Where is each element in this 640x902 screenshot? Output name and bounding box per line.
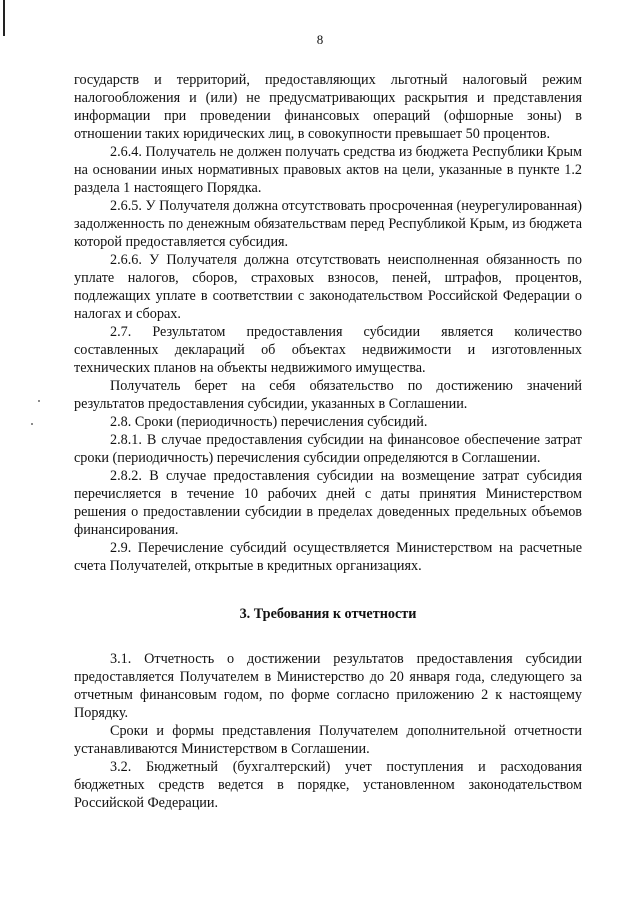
- paragraph: Сроки и формы представления Получателем дополнительной отчетности устанавливаются Министерством в Соглашении.: [74, 723, 582, 757]
- scan-speck: [31, 423, 33, 425]
- paragraph: Получатель берет на себя обязательство по достижению значений результатов предоставления субсидии, указанных в Соглашении.: [74, 378, 582, 412]
- scan-speck: [38, 400, 40, 402]
- paragraph: 2.9. Перечисление субсидий осуществляется Министерством на расчетные счета Получателей, открытые в кредитных организациях.: [74, 540, 582, 574]
- paragraph: 2.8.1. В случае предоставления субсидии на финансовое обеспечение затрат сроки (периодичность) перечисления субсидии определяются в Соглашении.: [74, 432, 582, 466]
- paragraph: 2.6.6. У Получателя должна отсутствовать неисполненная обязанность по уплате налогов, сборов, страховых взносов, пеней, штрафов, процентов, подлежащих уплате в соответствии с законодательством Российской Федерации о налогах и сборах.: [74, 252, 582, 322]
- paragraph: 2.7. Результатом предоставления субсидии является количество составленных деклараций об объектах недвижимости и изготовленных технических планов на объекты недвижимого имущества.: [74, 324, 582, 376]
- section-heading: 3. Требования к отчетности: [239, 606, 417, 622]
- scan-edge-mark: [3, 0, 5, 36]
- paragraph: 2.6.4. Получатель не должен получать средства из бюджета Республики Крым на основании иных нормативных правовых актов на цели, указанные в пункте 1.2 раздела 1 настоящего Порядка.: [74, 144, 582, 196]
- document-body: [74, 71, 582, 812]
- paragraph: 2.6.5. У Получателя должна отсутствовать просроченная (неурегулированная) задолженность по денежным обязательствам перед Республикой Крым, из бюджета которой предоставляется субсидия.: [74, 198, 582, 250]
- page-number: 8: [316, 32, 324, 47]
- paragraph: государств и территорий, предоставляющих льготный налоговый режим налогообложения и (или) не предусматривающих раскрытия и представления информации при проведении финансовых операций (офшорные зоны) в отношении таких юридических лиц, в совокупности превышает 50 процентов.: [74, 72, 582, 142]
- paragraph: 2.8. Сроки (периодичность) перечисления субсидий.: [110, 414, 428, 430]
- paragraph: 2.8.2. В случае предоставления субсидии на возмещение затрат субсидия перечисляется в течение 10 рабочих дней с даты принятия Министерством решения о предоставлении субсидии в пределах доведенных предельных объемов финансирования.: [74, 468, 582, 538]
- paragraph: 3.1. Отчетность о достижении результатов предоставления субсидии предоставляется Получателем в Министерство до 20 января года, следующего за отчетным финансовым годом, по форме согласно приложению 2 к настоящему Порядку.: [74, 651, 582, 721]
- paragraph: 3.2. Бюджетный (бухгалтерский) учет поступления и расходования бюджетных средств ведется в порядке, установленном законодательством Российской Федерации.: [74, 759, 582, 811]
